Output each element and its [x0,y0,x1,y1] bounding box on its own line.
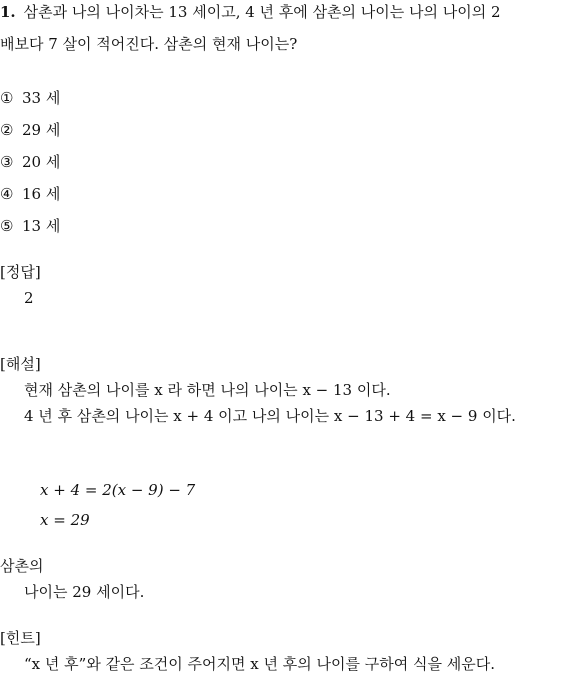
question-text-2: 배보다 7 살이 적어진다. 삼촌의 현재 나이는? [0,35,298,53]
answer-heading: [정답] [0,263,41,281]
choice-4-text: 16 세 [22,185,61,203]
explanation-line-2: 4 년 후 삼촌의 나이는 x + 4 이고 나의 나이는 x − 13 + 4 = x − 9 이다. [24,407,516,425]
choice-2-text: 29 세 [22,121,61,139]
equation-1: x + 4 = 2(x − 9) − 7 [40,481,196,499]
hint-text: “x 년 후”와 같은 조건이 주어지면 x 년 후의 나이를 구하여 식을 세운다. [24,655,495,673]
explanation-heading: [해설] [0,355,41,373]
explanation-line-1: 현재 삼촌의 나이를 x 라 하면 나의 나이는 x − 13 이다. [24,381,391,399]
conclusion-text: 나이는 29 세이다. [24,583,145,601]
choice-5-text: 13 세 [22,217,61,235]
choice-5-mark: ⑤ [0,217,14,235]
choice-4[interactable] [0,184,60,204]
answer-value: 2 [24,289,34,307]
choice-3[interactable] [0,152,60,172]
choice-1-mark: ① [0,89,14,107]
question-text-1: 삼촌과 나의 나이차는 13 세이고, 4 년 후에 삼촌의 나이는 나의 나이의 2 [23,3,501,21]
choice-1[interactable] [0,88,60,108]
choice-5[interactable] [0,216,60,236]
question-line-1 [0,2,501,22]
question-number: 1. [0,3,16,21]
choice-4-mark: ④ [0,185,14,203]
hint-heading: [힌트] [0,629,41,647]
choice-3-mark: ③ [0,153,14,171]
equation-2: x = 29 [40,511,90,529]
choice-2[interactable] [0,120,60,140]
choice-2-mark: ② [0,121,14,139]
conclusion-label: 삼촌의 [0,557,44,575]
choice-1-text: 33 세 [22,89,61,107]
choice-3-text: 20 세 [22,153,61,171]
